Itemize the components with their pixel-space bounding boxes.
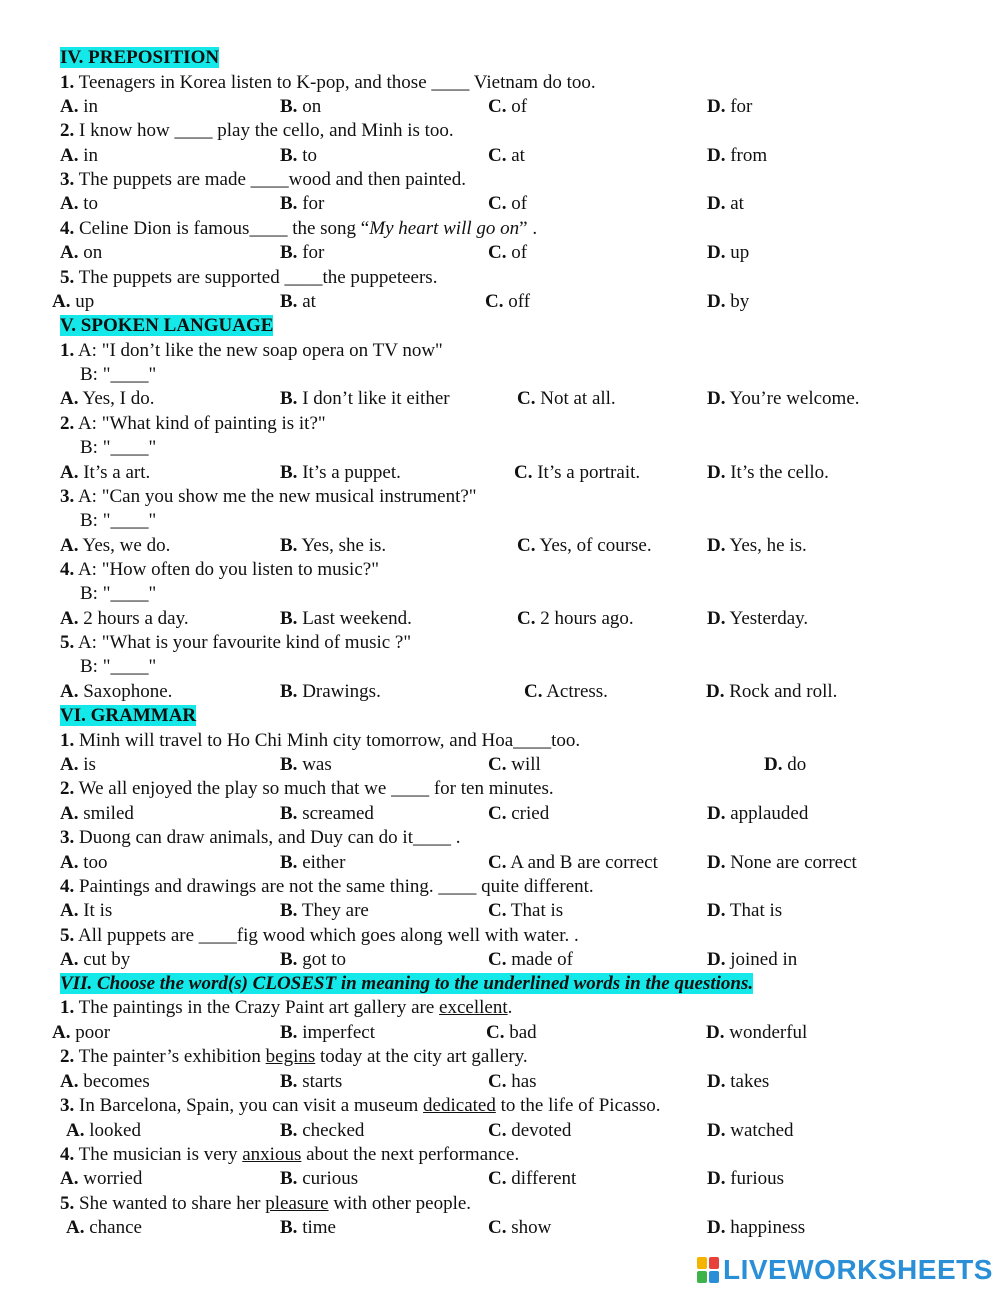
option-c[interactable]: C. different xyxy=(488,1168,577,1189)
option-a[interactable]: A. is xyxy=(60,754,96,775)
question-text: 1. Minh will travel to Ho Chi Minh city tomorrow, and Hoa____too. xyxy=(60,730,581,751)
underlined-word: pleasure xyxy=(265,1193,329,1214)
option-c[interactable]: C. Actress. xyxy=(524,681,608,702)
option-d[interactable]: D. joined in xyxy=(707,949,798,970)
option-d[interactable]: D. takes xyxy=(707,1071,770,1092)
answer-blank-line: B: "____" xyxy=(80,437,157,458)
underlined-word: begins xyxy=(265,1046,316,1067)
option-b[interactable]: B. for xyxy=(280,242,325,263)
option-c[interactable]: C. at xyxy=(488,145,525,166)
section-heading-preposition: IV. PREPOSITION xyxy=(60,47,220,68)
option-b[interactable]: B. Yes, she is. xyxy=(280,535,387,556)
option-a[interactable]: A. 2 hours a day. xyxy=(60,608,189,629)
logo-mark-icon xyxy=(697,1257,719,1283)
option-c[interactable]: C. It’s a portrait. xyxy=(514,462,641,483)
option-b[interactable]: B. either xyxy=(280,852,346,873)
option-d[interactable]: D. It’s the cello. xyxy=(707,462,829,483)
option-c[interactable]: C. will xyxy=(488,754,541,775)
option-d[interactable]: D. from xyxy=(707,145,768,166)
option-d[interactable]: D. Yesterday. xyxy=(707,608,809,629)
option-b[interactable]: B. for xyxy=(280,193,325,214)
option-c[interactable]: C. That is xyxy=(488,900,564,921)
option-c[interactable]: C. of xyxy=(488,96,528,117)
underlined-word: excellent xyxy=(439,997,508,1018)
option-d[interactable]: D. None are correct xyxy=(707,852,857,873)
option-d[interactable]: D. happiness xyxy=(707,1217,806,1238)
option-a[interactable]: A. smiled xyxy=(60,803,134,824)
question-text: 3. Duong can draw animals, and Duy can do it____ . xyxy=(60,827,461,848)
underlined-word: anxious xyxy=(242,1144,302,1165)
option-b[interactable]: B. screamed xyxy=(280,803,374,824)
option-b[interactable]: B. checked xyxy=(280,1120,365,1141)
option-b[interactable]: B. got to xyxy=(280,949,346,970)
option-b[interactable]: B. to xyxy=(280,145,317,166)
option-b[interactable]: B. starts xyxy=(280,1071,343,1092)
option-a[interactable]: A. chance xyxy=(66,1217,142,1238)
question-text: 4. The musician is very anxious about the next performance. xyxy=(60,1144,520,1165)
question-text: 4. A: "How often do you listen to music?" xyxy=(60,559,379,580)
option-c[interactable]: C. Yes, of course. xyxy=(517,535,652,556)
option-b[interactable]: B. Drawings. xyxy=(280,681,381,702)
option-a[interactable]: A. looked xyxy=(66,1120,141,1141)
option-a[interactable]: A. It’s a art. xyxy=(60,462,151,483)
option-d[interactable]: D. Yes, he is. xyxy=(707,535,807,556)
logo-text: LIVEWORKSHEETS xyxy=(723,1254,993,1285)
option-d[interactable]: D. do xyxy=(764,754,807,775)
section-heading-spoken-language: V. SPOKEN LANGUAGE xyxy=(60,315,274,336)
question-text: 4. Celine Dion is famous____ the song “My heart will go on” . xyxy=(60,218,538,239)
question-text: 1. The paintings in the Crazy Paint art gallery are excellent. xyxy=(60,997,513,1018)
option-b[interactable]: B. on xyxy=(280,96,322,117)
option-a[interactable]: A. Yes, we do. xyxy=(60,535,171,556)
option-c[interactable]: C. of xyxy=(488,242,528,263)
option-a[interactable]: A. worried xyxy=(60,1168,143,1189)
option-b[interactable]: B. time xyxy=(280,1217,336,1238)
option-a[interactable]: A. up xyxy=(52,291,95,312)
option-b[interactable]: B. Last weekend. xyxy=(280,608,412,629)
option-c[interactable]: C. show xyxy=(488,1217,552,1238)
question-text: 5. All puppets are ____fig wood which goes along well with water. . xyxy=(60,925,579,946)
question-text: 3. In Barcelona, Spain, you can visit a museum dedicated to the life of Picasso. xyxy=(60,1095,661,1116)
option-c[interactable]: C. cried xyxy=(488,803,550,824)
option-a[interactable]: A. too xyxy=(60,852,108,873)
question-text: 3. A: "Can you show me the new musical instrument?" xyxy=(60,486,477,507)
question-text: 2. The painter’s exhibition begins today at the city art gallery. xyxy=(60,1046,528,1067)
option-d[interactable]: D. wonderful xyxy=(706,1022,808,1043)
answer-blank-line: B: "____" xyxy=(80,364,157,385)
option-d[interactable]: D. furious xyxy=(707,1168,785,1189)
question-text: 5. She wanted to share her pleasure with other people. xyxy=(60,1193,472,1214)
option-a[interactable]: A. cut by xyxy=(60,949,131,970)
question-text: 2. A: "What kind of painting is it?" xyxy=(60,413,326,434)
question-text: 5. The puppets are supported ____the puppeteers. xyxy=(60,267,438,288)
question-text: 3. The puppets are made ____wood and then painted. xyxy=(60,169,466,190)
option-c[interactable]: C. Not at all. xyxy=(517,388,616,409)
option-c[interactable]: C. devoted xyxy=(488,1120,572,1141)
question-text: 2. I know how ____ play the cello, and Minh is too. xyxy=(60,120,454,141)
option-c[interactable]: C. has xyxy=(488,1071,537,1092)
option-d[interactable]: D. watched xyxy=(707,1120,794,1141)
option-d[interactable]: D. by xyxy=(707,291,750,312)
option-b[interactable]: B. was xyxy=(280,754,332,775)
option-d[interactable]: D. applauded xyxy=(707,803,809,824)
section-heading-closest-meaning: VII. Choose the word(s) CLOSEST in meaning to the underlined words in the questions. xyxy=(60,973,754,994)
option-c[interactable]: C. 2 hours ago. xyxy=(517,608,634,629)
answer-blank-line: B: "____" xyxy=(80,583,157,604)
question-text: 1. A: "I don’t like the new soap opera on TV now" xyxy=(60,340,443,361)
question-text: 2. We all enjoyed the play so much that we ____ for ten minutes. xyxy=(60,778,554,799)
answer-blank-line: B: "____" xyxy=(80,656,157,677)
option-b[interactable]: B. It’s a puppet. xyxy=(280,462,401,483)
option-a[interactable]: A. It is xyxy=(60,900,113,921)
option-c[interactable]: C. of xyxy=(488,193,528,214)
answer-blank-line: B: "____" xyxy=(80,510,157,531)
option-d[interactable]: D. That is xyxy=(707,900,783,921)
option-c[interactable]: C. A and B are correct xyxy=(488,852,658,873)
option-c[interactable]: C. off xyxy=(485,291,531,312)
option-b[interactable]: B. I don’t like it either xyxy=(280,388,450,409)
section-heading-grammar: VI. GRAMMAR xyxy=(60,705,197,726)
option-c[interactable]: C. made of xyxy=(488,949,573,970)
option-d[interactable]: D. at xyxy=(707,193,744,214)
option-d[interactable]: D. for xyxy=(707,96,753,117)
option-a[interactable]: A. on xyxy=(60,242,103,263)
option-d[interactable]: D. up xyxy=(707,242,750,263)
option-a[interactable]: A. becomes xyxy=(60,1071,150,1092)
option-b[interactable]: B. curious xyxy=(280,1168,359,1189)
option-d[interactable]: D. Rock and roll. xyxy=(706,681,838,702)
option-b[interactable]: B. imperfect xyxy=(280,1022,375,1043)
option-a[interactable]: A. in xyxy=(60,145,99,166)
option-b[interactable]: B. They are xyxy=(280,900,369,921)
option-b[interactable]: B. at xyxy=(280,291,316,312)
question-text: 5. A: "What is your favourite kind of music ?" xyxy=(60,632,412,653)
option-c[interactable]: C. bad xyxy=(486,1022,537,1043)
option-a[interactable]: A. Yes, I do. xyxy=(60,388,155,409)
underlined-word: dedicated xyxy=(423,1095,496,1116)
option-d[interactable]: D. You’re welcome. xyxy=(707,388,860,409)
option-a[interactable]: A. in xyxy=(60,96,99,117)
question-text: 4. Paintings and drawings are not the same thing. ____ quite different. xyxy=(60,876,594,897)
option-a[interactable]: A. poor xyxy=(52,1022,111,1043)
option-a[interactable]: A. Saxophone. xyxy=(60,681,173,702)
option-a[interactable]: A. to xyxy=(60,193,99,214)
question-text: 1. Teenagers in Korea listen to K-pop, and those ____ Vietnam do too. xyxy=(60,72,596,93)
liveworksheets-logo[interactable] xyxy=(697,1253,993,1287)
